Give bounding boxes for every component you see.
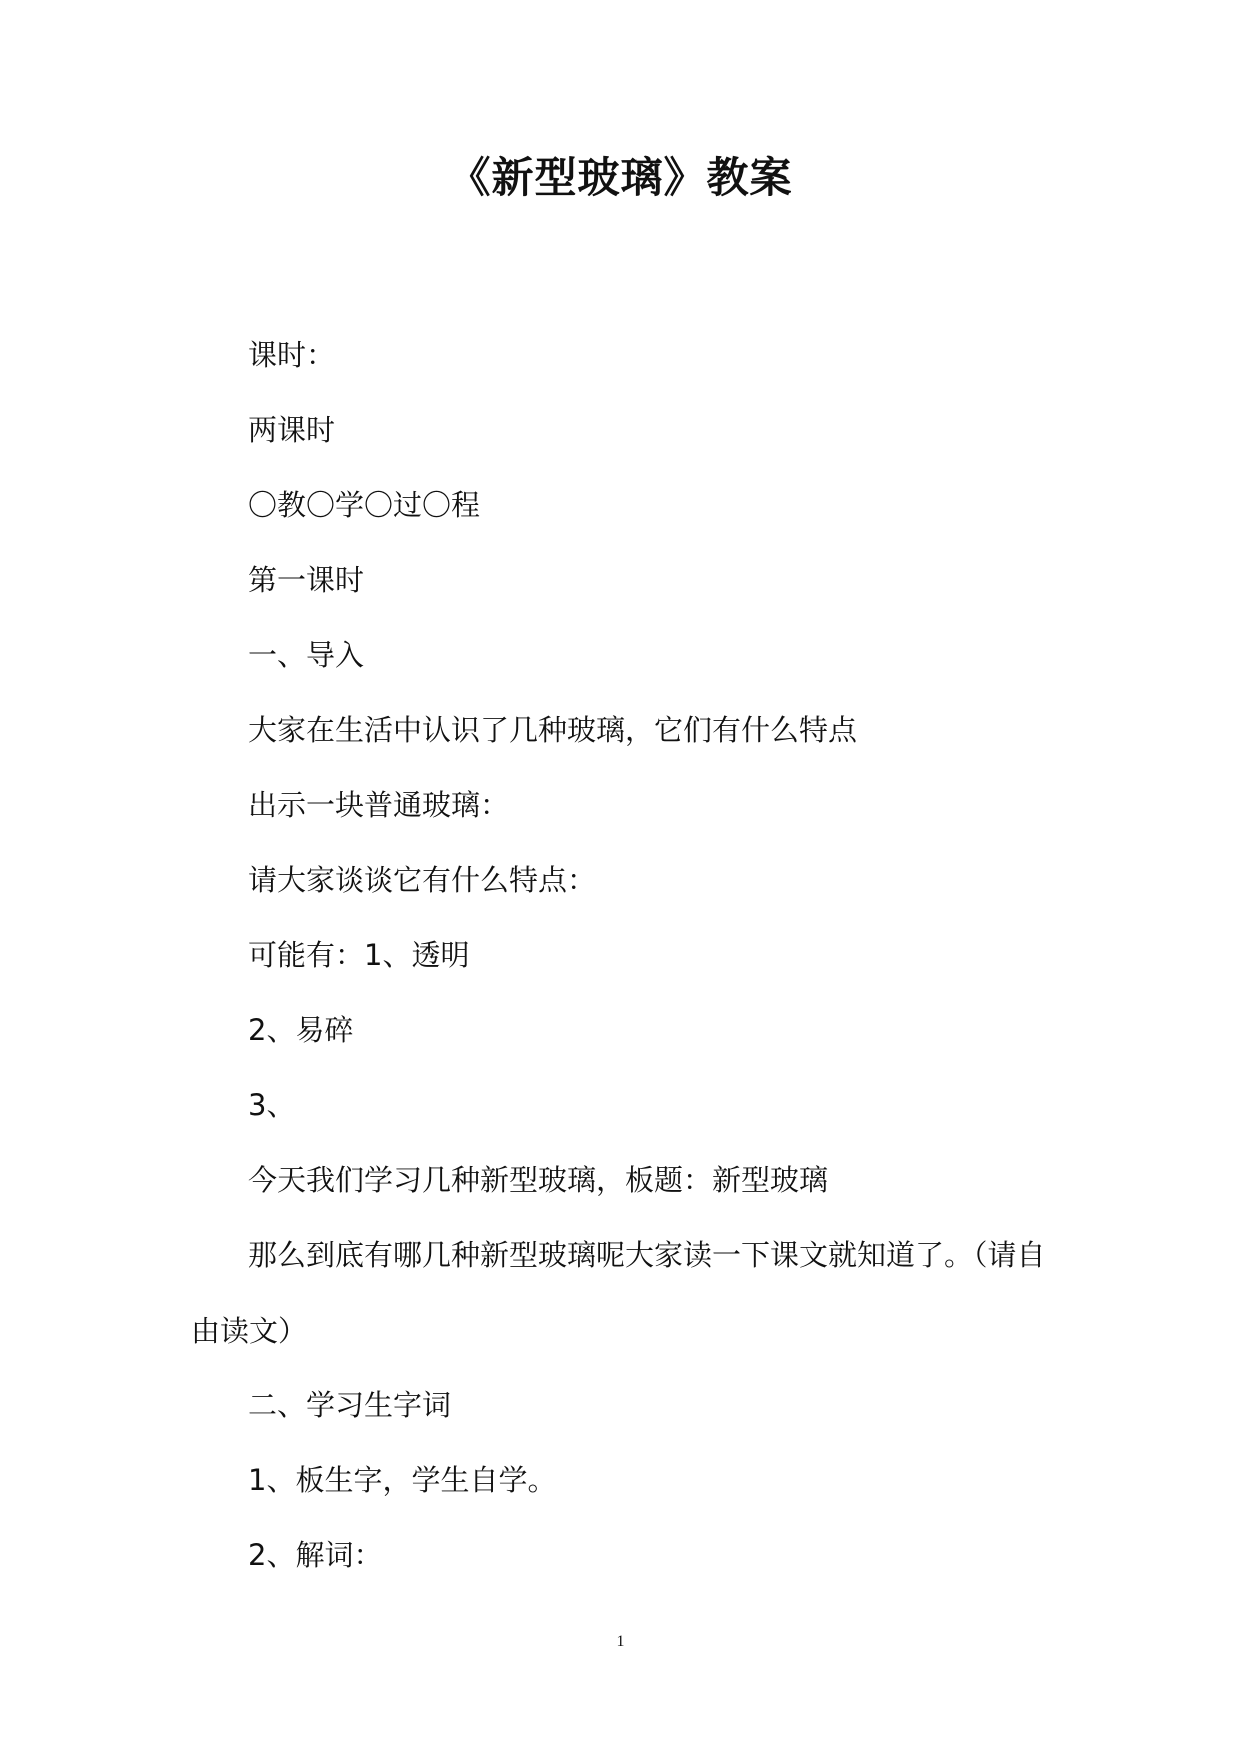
paragraph-show-glass: 出示一块普通玻璃： [248,788,510,822]
list-item-fragile: 2、易碎 [248,1013,354,1047]
list-item-blank: 3、 [248,1088,296,1122]
paragraph-discuss: 请大家谈谈它有什么特点： [248,863,597,897]
list-item-explain-words: 2、解词： [248,1538,383,1572]
section-heading-vocabulary: 二、学习生字词 [248,1388,452,1422]
page-number: 1 [616,1633,625,1650]
paragraph-lesson-hours-label: 课时： [248,338,336,372]
list-item-new-characters: 1、板生字，学生自学。 [248,1463,557,1497]
paragraph-topic: 今天我们学习几种新型玻璃，板题：新型玻璃 [248,1163,829,1197]
paragraph-read-text: 那么到底有哪几种新型玻璃呢大家读一下课文就知道了。（请自由读文） [191,1238,1046,1348]
paragraph-first-lesson: 第一课时 [248,563,365,597]
section-heading-introduction: 一、导入 [248,638,365,672]
paragraph-lesson-hours-value: 两课时 [248,413,336,447]
paragraph-teaching-process: 〇教〇学〇过〇程 [248,488,481,522]
list-item-transparent: 可能有：1、透明 [248,938,470,972]
paragraph-question: 大家在生活中认识了几种玻璃，它们有什么特点 [248,713,858,747]
document-title: 《新型玻璃》教案 [448,153,793,202]
